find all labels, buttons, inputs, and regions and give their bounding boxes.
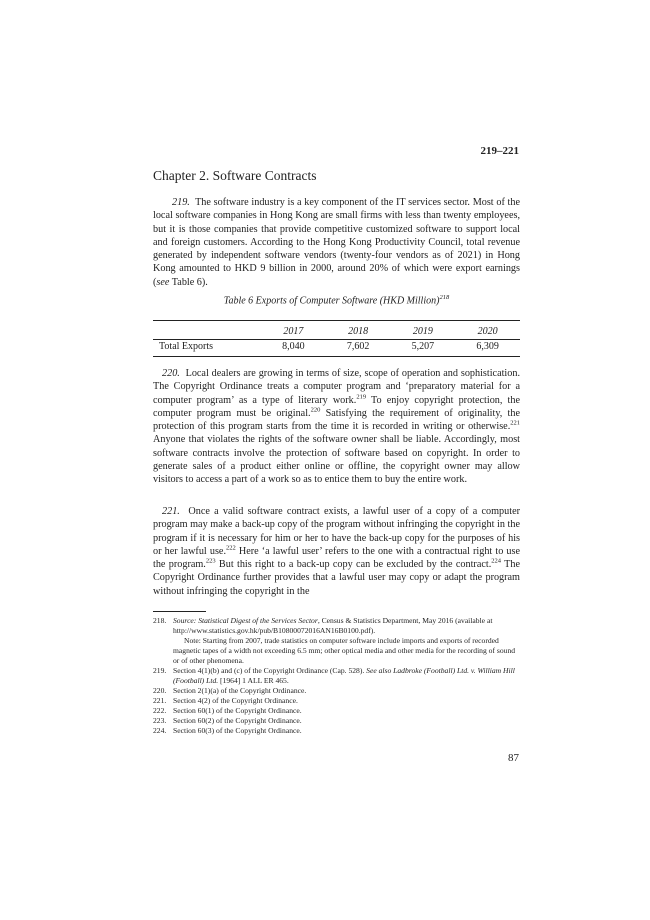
table-header-cell: 2017	[261, 321, 326, 340]
footnote-divider	[153, 611, 206, 612]
paragraph-number: 221.	[162, 506, 180, 517]
chapter-title: Chapter 2. Software Contracts	[153, 168, 317, 183]
table-row	[153, 340, 520, 357]
footnote-ref: 224	[491, 557, 501, 565]
table-cell: 8,040	[261, 340, 326, 357]
paragraph-text: Satisfying the requirement of originality, the protection of this program starts from the time it is recorded in writing or otherwise.	[153, 407, 520, 433]
footnote-218: 218. Source: Statistical Digest of the Services Sector, Census & Statistics Department, May 2016 (available at http://www.statistics.gov.hk/pub/B10800072016AN16B0100.pdf). Note: Starting from 2007, trade statistics on computer software include imports and exports of recorded magnetic tapes of a width not exceeding 6.5 mm; other optical media and other media for the recording of sound or of other phenomena.	[153, 616, 520, 666]
footnote-221: 221. Section 4(2) of the Copyright Ordinance.	[153, 696, 298, 705]
footnote-ref: 222	[226, 544, 236, 552]
table-header-cell: 2019	[391, 321, 456, 340]
footnote-ref: 218	[439, 294, 450, 301]
running-head: 219–221	[480, 145, 519, 157]
footnote-number: 223.	[153, 716, 167, 725]
footnote-224: 224. Section 60(3) of the Copyright Ordinance.	[153, 726, 302, 735]
footnote-223: 223. Section 60(2) of the Copyright Ordinance.	[153, 716, 302, 725]
paragraph-text: The software industry is a key component of the IT services sector. Most of the local software companies in Hong Kong are small firms with less than twenty employees, but it is those companies that provide competitive customized software to support local and foreign customers. According to the Hong Kong Productivity Council, total revenue generated by independent software vendors (twenty-four vendors as of 2021) in Hong Kong amounted to HKD 9 billion in 2000, around 20% of which were export earnings (	[153, 197, 520, 288]
paragraph-text: Table 6).	[169, 276, 208, 288]
table-header-row	[153, 321, 520, 340]
footnote-note: Note: Starting from 2007, trade statistics on computer software include imports and exports of recorded magnetic tapes of a width not exceeding 6.5 mm; other optical media and other media for the recording of sound or of other phenomena.	[173, 636, 516, 665]
paragraph-text: Anyone that violates the rights of the software owner shall be liable. Accordingly, most software contracts involve the protection of software based on copyright. In order to generate sales of a product either online or offline, the copyright owner may allow visitors to access a part of a work so as to entice them to buy the entire work.	[153, 434, 520, 486]
paragraph-text: But this right to a back-up copy can be excluded by the contract.	[215, 559, 492, 571]
paragraph-number: 219.	[172, 197, 190, 208]
paragraph-221	[153, 505, 520, 598]
footnote-219: 219. Section 4(1)(b) and (c) of the Copyright Ordinance (Cap. 528). See also Ladbroke (Football) Ltd. v. William Hill (Football) Ltd. [1964] 1 ALL ER 465.	[153, 666, 515, 685]
footnote-number: 219.	[153, 666, 167, 675]
row-label: Total Exports	[153, 340, 261, 357]
table-header-cell: 2020	[455, 321, 520, 340]
footnote-number: 222.	[153, 706, 167, 715]
table-header-cell	[153, 321, 261, 340]
paragraph-number: 220.	[162, 368, 180, 379]
paragraph-220	[153, 367, 520, 487]
table-caption: Table 6 Exports of Computer Software (HKD Million)$^{218}$	[223, 294, 450, 307]
page-number: 87	[508, 752, 519, 764]
exports-table	[153, 320, 520, 357]
footnote-ref: 223	[205, 557, 216, 565]
paragraph-text: Local dealers are growing in terms of size, scope of operation and sophistication. The Copyright Ordinance treats a computer program and ‘preparatory material for a computer program’ as a type of literary work.	[153, 368, 520, 406]
paragraph-text: Here ‘a lawful user’ refers to the one with a contractual right to use the program.	[153, 545, 520, 571]
table-header-cell: 2018	[326, 321, 391, 340]
footnote-number: 220.	[153, 686, 167, 695]
footnote-number: 224.	[153, 726, 167, 735]
paragraph-219	[153, 196, 520, 289]
footnote-222: 222. Section 60(1) of the Copyright Ordinance.	[153, 706, 302, 715]
footnote-ref: 220	[310, 406, 321, 414]
see-italic: see	[156, 276, 170, 288]
footnote-ref: 219	[356, 393, 367, 401]
footnote-220: 220. Section 2(1)(a) of the Copyright Ordinance.	[153, 686, 307, 695]
footnotes	[153, 616, 520, 736]
table-cell: 5,207	[391, 340, 456, 357]
paragraph-text: Once a valid software contract exists, a lawful user of a copy of a computer program may make a back-up copy of the program without infringing the copyright in the program if it is necessary for him or her to have the back-up copy for the purposes of his or her lawful use.	[153, 506, 520, 557]
footnote-number: 218.	[153, 616, 167, 625]
footnote-ref: 221	[510, 419, 520, 427]
case-name: See also Ladbroke (Football) Ltd. v. William Hill (Football) Ltd.	[173, 666, 515, 685]
footnote-number: 221.	[153, 696, 167, 705]
table-cell: 6,309	[455, 340, 520, 357]
table-cell: 7,602	[326, 340, 391, 357]
paragraph-text: To enjoy copyright protection, the computer program must be original.	[153, 394, 520, 419]
paragraph-text: The Copyright Ordinance further provides that a lawful user may copy or adapt the program without infringing the copyright in the	[153, 559, 520, 597]
source-title: Source: Statistical Digest of the Services Sector	[173, 616, 318, 625]
